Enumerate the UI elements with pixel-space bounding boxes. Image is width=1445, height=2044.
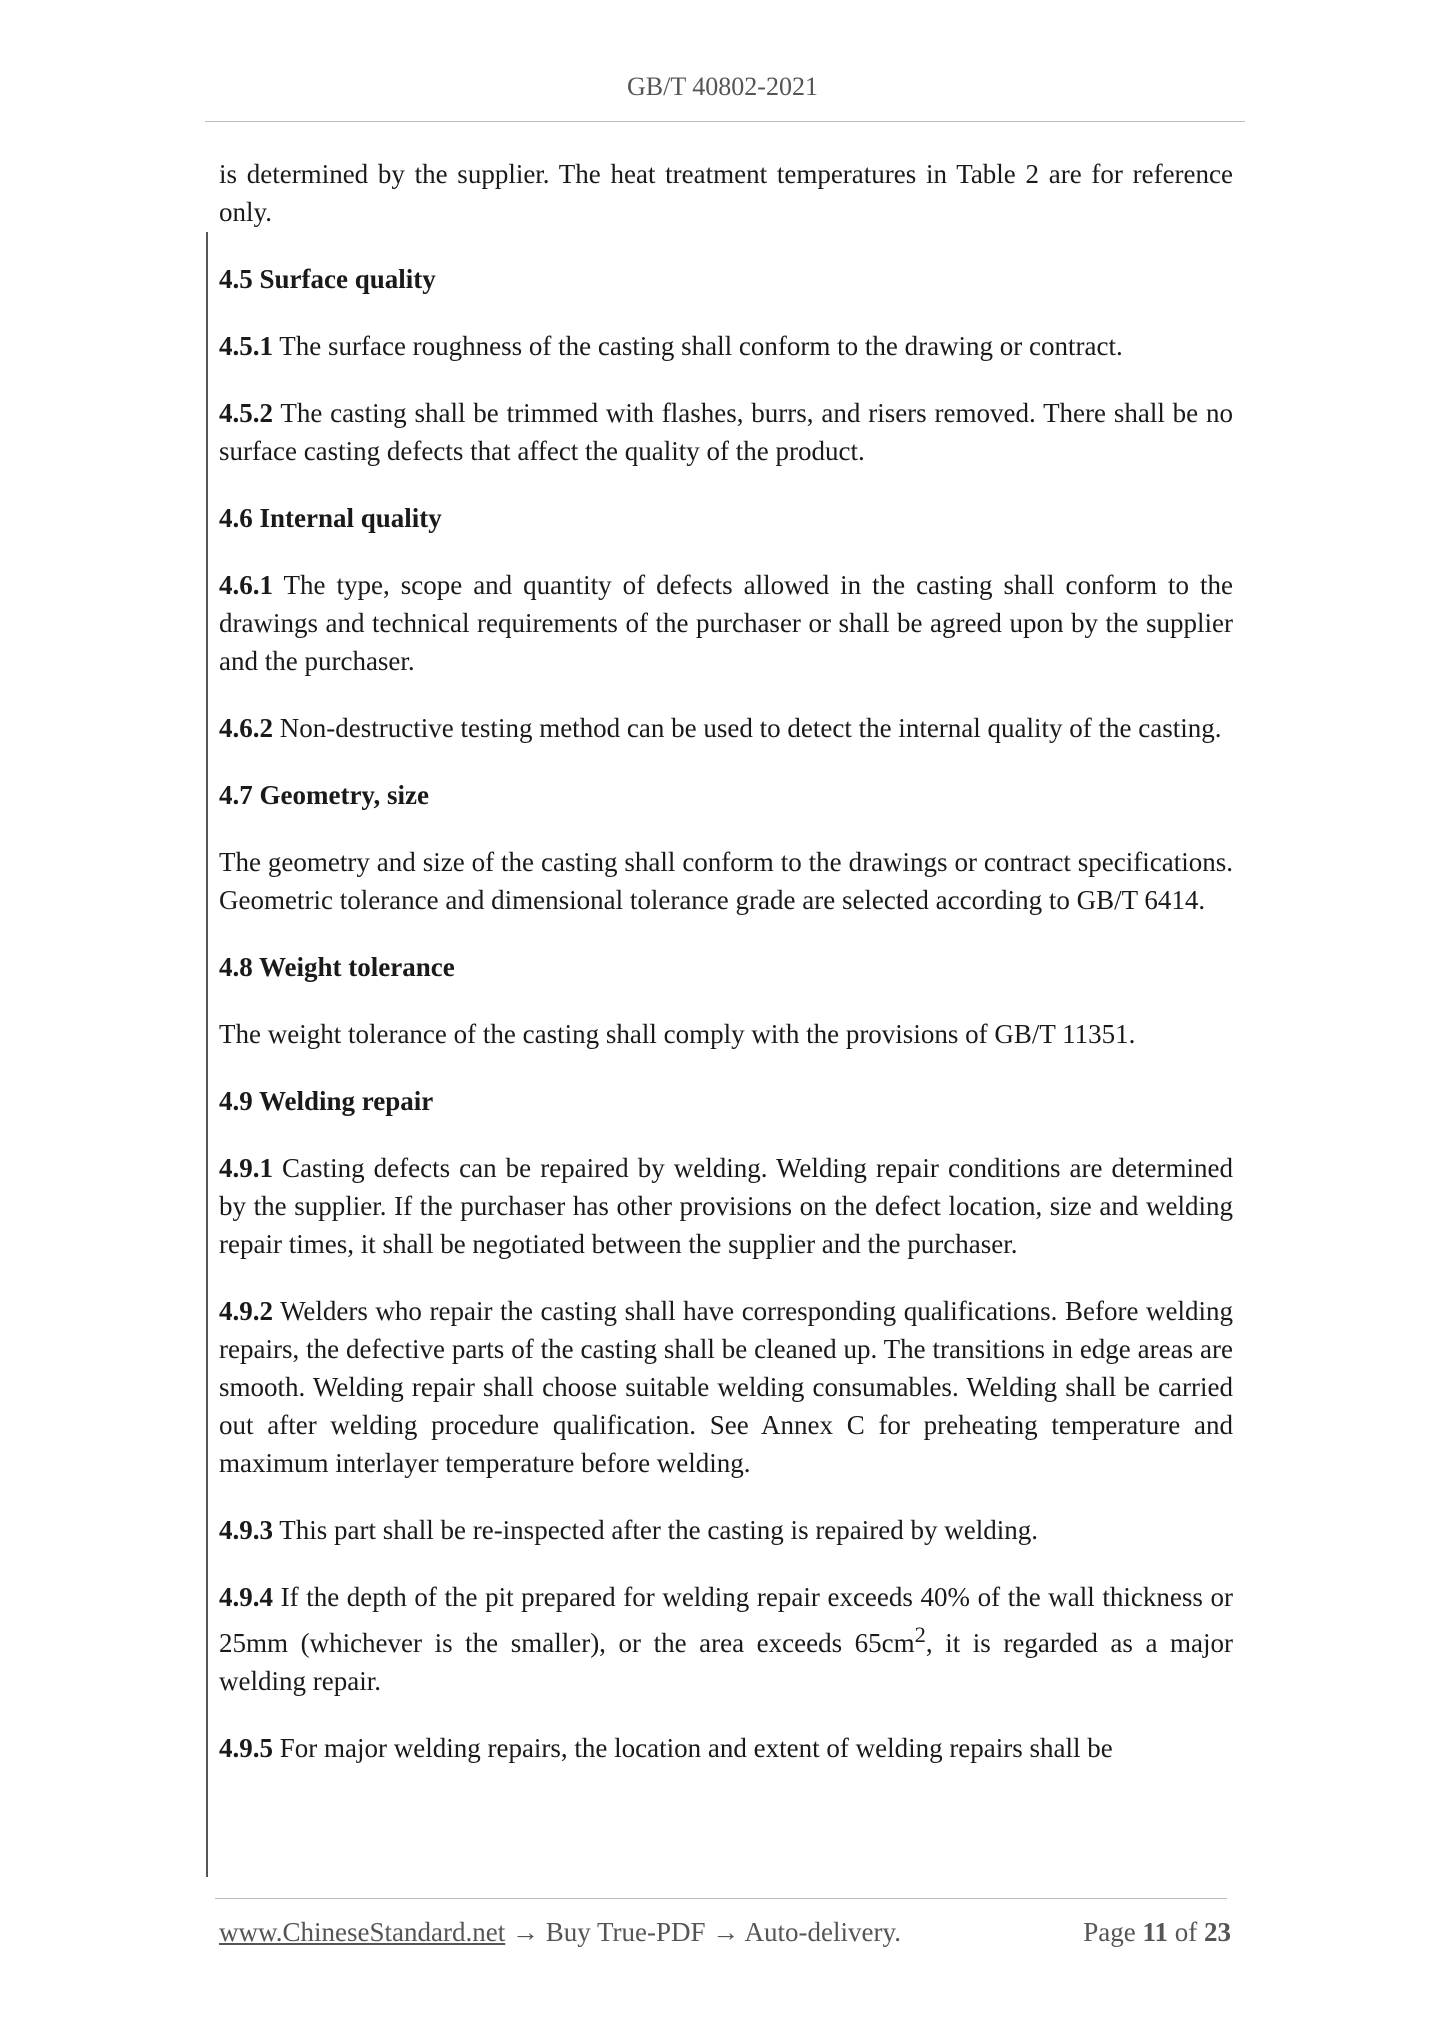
- clause-text: Casting defects can be repaired by welding. Welding repair conditions are determined by the supplier. If the purchaser has other provisions on the defect location, size and welding repair times, it shall be negotiated between the supplier and the purchaser.: [219, 1153, 1233, 1259]
- heading-4-9: 4.9 Welding repair: [219, 1086, 434, 1116]
- clause-4-5-1: [219, 327, 1233, 365]
- clause-text: Welders who repair the casting shall have corresponding qualifications. Before welding repairs, the defective parts of the casting shall be cleaned up. The transitions in edge areas are smooth. Welding repair shall choose suitable welding consumables. Welding shall be carried out after welding procedure qualification. See Annex C for preheating temperature and maximum interlayer temperature before welding.: [219, 1296, 1233, 1478]
- page-total: 23: [1204, 1917, 1231, 1947]
- heading-4-7: 4.7 Geometry, size: [219, 780, 429, 810]
- clause-text: For major welding repairs, the location and extent of welding repairs shall be: [273, 1733, 1113, 1763]
- document-body: [219, 155, 1233, 1796]
- clause-text: The type, scope and quantity of defects allowed in the casting shall conform to the drawings and technical requirements of the purchaser or shall be agreed upon by the supplier and the purchaser.: [219, 570, 1233, 676]
- footer-promo: [219, 1917, 901, 1948]
- clause-4-9-4: [219, 1578, 1233, 1700]
- auto-delivery-text: Auto-delivery.: [739, 1917, 901, 1947]
- clause-text: The surface roughness of the casting shall conform to the drawing or contract.: [273, 331, 1123, 361]
- clause-number: 4.9.4: [219, 1582, 273, 1612]
- clause-4-9-1: [219, 1149, 1233, 1263]
- clause-text: This part shall be re-inspected after the casting is repaired by welding.: [273, 1515, 1038, 1545]
- of-label: of: [1174, 1917, 1198, 1947]
- page-number: 11: [1142, 1917, 1168, 1947]
- clause-number: 4.5.2: [219, 398, 273, 428]
- change-bar: [206, 232, 208, 1877]
- clause-number: 4.9.1: [219, 1153, 273, 1183]
- clause-4-6-1: [219, 566, 1233, 680]
- intro-paragraph: is determined by the supplier. The heat treatment temperatures in Table 2 are for reference only.: [219, 159, 1233, 227]
- clause-number: 4.6.1: [219, 570, 273, 600]
- clause-text: If the depth of the pit prepared for welding repair exceeds 40% of the wall thickness or 25mm (whichever is the smaller), or the area exceeds 65cm: [219, 1582, 1233, 1658]
- footer-rule: [215, 1898, 1227, 1899]
- header-title: GB/T 40802-2021: [627, 72, 818, 101]
- clause-number: 4.6.2: [219, 713, 273, 743]
- heading-4-8: 4.8 Weight tolerance: [219, 952, 455, 982]
- clause-4-5-2: [219, 394, 1233, 470]
- clause-number: 4.9.2: [219, 1296, 273, 1326]
- clause-text: Non-destructive testing method can be used to detect the internal quality of the casting.: [273, 713, 1222, 743]
- clause-text-end: , it is regarded as a major welding repair.: [219, 1628, 1233, 1696]
- heading-4-6: 4.6 Internal quality: [219, 503, 442, 533]
- clause-4-9-5: [219, 1729, 1233, 1767]
- arrow-right-icon: →: [511, 1917, 539, 1947]
- clause-number: 4.5.1: [219, 331, 273, 361]
- paragraph-4-8: The weight tolerance of the casting shall comply with the provisions of GB/T 11351.: [219, 1019, 1136, 1049]
- heading-4-5: 4.5 Surface quality: [219, 264, 436, 294]
- header-rule: [205, 121, 1245, 122]
- page-label: Page: [1083, 1917, 1136, 1947]
- page-indicator: [1083, 1917, 1231, 1948]
- clause-number: 4.9.3: [219, 1515, 273, 1545]
- superscript: 2: [914, 1622, 926, 1647]
- clause-4-9-3: [219, 1511, 1233, 1549]
- arrow-right-icon: →: [712, 1917, 740, 1947]
- website-link[interactable]: www.ChineseStandard.net: [219, 1917, 506, 1947]
- clause-4-6-2: [219, 709, 1233, 747]
- clause-4-9-2: [219, 1292, 1233, 1482]
- buy-text: Buy True-PDF: [538, 1917, 713, 1947]
- paragraph-4-7: The geometry and size of the casting shall conform to the drawings or contract specifications. Geometric tolerance and dimensional tolerance grade are selected according to GB/T 6414.: [219, 847, 1233, 915]
- clause-text: The casting shall be trimmed with flashes, burrs, and risers removed. There shall be no surface casting defects that affect the quality of the product.: [219, 398, 1233, 466]
- clause-number: 4.9.5: [219, 1733, 273, 1763]
